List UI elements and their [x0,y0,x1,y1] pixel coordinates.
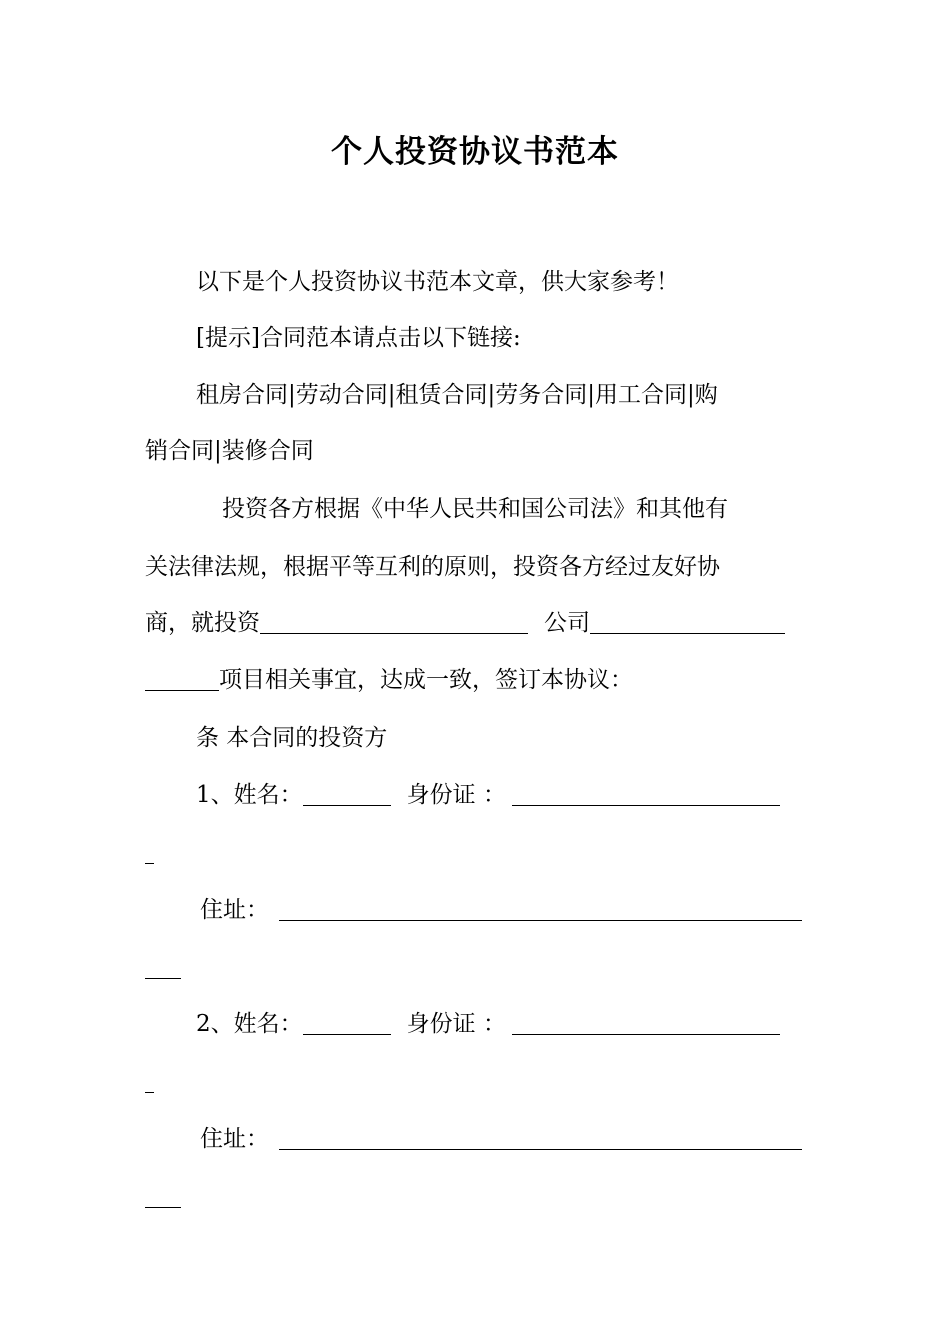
investor-2-id-blank-cont[interactable] [145,1066,154,1093]
preamble-line-1: 投资各方根据《中华人民共和国公司法》和其他有 [222,496,728,522]
preamble-company-label: 公司 [544,610,590,636]
company-blank[interactable] [590,607,785,634]
intro-paragraph: 以下是个人投资协议书范本文章，供大家参考！ [196,269,679,295]
investor-2-address-blank-cont[interactable] [145,1181,181,1208]
investor-2-id-overflow [145,1062,810,1102]
preamble-invest-label: 商，就投资 [145,610,260,636]
preamble-project-text: 项目相关事宜，达成一致，签订本协议： [219,667,633,693]
investment-blank[interactable] [260,607,528,634]
investor-1-address-blank-cont[interactable] [145,952,181,979]
investor-2-address-overflow [145,1177,810,1217]
investor-1-address-label: 住址： [200,897,269,923]
preamble-line-2: 关法律法规，根据平等互利的原则，投资各方经过友好协 [145,554,720,580]
investor-1-address-blank[interactable] [279,894,802,921]
investor-1-id-label: 身份证 ： [406,782,506,808]
preamble-line-3 [145,603,810,643]
investor-2-row [196,1004,810,1044]
investor-2-name-blank[interactable] [303,1008,391,1035]
investor-2-id-label: 身份证 ： [406,1011,506,1037]
document-title: 个人投资协议书范本 [331,134,619,170]
investor-1-id-overflow [145,833,810,873]
investor-2-address-blank[interactable] [279,1123,802,1150]
investor-1-row [196,775,810,815]
investor-2-name-label: 2、姓名： [196,1011,303,1037]
contract-links-line-2[interactable]: 销合同|装修合同 [145,438,314,464]
investor-2-address-label: 住址： [200,1126,269,1152]
investor-1-name-label: 1、姓名： [196,782,303,808]
preamble-line-4 [145,660,810,700]
investor-1-id-blank[interactable] [512,779,780,806]
investor-1-address-row [200,890,810,930]
clause-heading: 条 本合同的投资方 [196,725,388,751]
investor-2-id-blank[interactable] [512,1008,780,1035]
investor-1-id-blank-cont[interactable] [145,837,154,864]
project-blank[interactable] [145,664,219,691]
investor-1-address-overflow [145,948,810,988]
hint-paragraph: [提示]合同范本请点击以下链接: [196,325,521,351]
investor-2-address-row [200,1119,810,1159]
contract-links-line-1[interactable]: 租房合同|劳动合同|租赁合同|劳务合同|用工合同|购 [196,382,718,408]
investor-1-name-blank[interactable] [303,779,391,806]
